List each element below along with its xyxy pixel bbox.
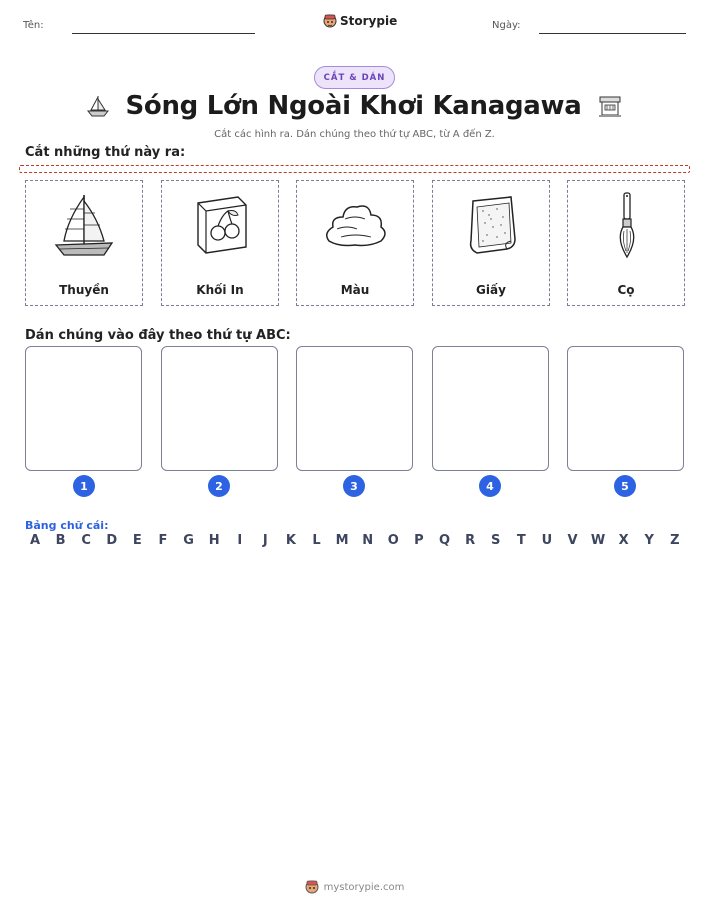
paint-blob-icon xyxy=(321,189,391,261)
alphabet-letter: E xyxy=(132,533,142,548)
alphabet-letter: N xyxy=(362,533,374,548)
alphabet-letter: A xyxy=(29,533,41,548)
cut-label: Màu xyxy=(340,283,370,297)
cut-card-woodblock[interactable] xyxy=(161,180,279,306)
number-badge: 5 xyxy=(614,475,636,497)
alphabet-letter: C xyxy=(81,533,91,548)
footer xyxy=(0,879,709,895)
alphabet-letter: K xyxy=(285,533,296,548)
paste-box[interactable] xyxy=(567,346,684,471)
alphabet-letter: X xyxy=(618,533,629,548)
cut-card-sailboat[interactable] xyxy=(25,180,143,306)
alphabet-heading: Bảng chữ cái: xyxy=(25,519,109,532)
shop-stall-icon xyxy=(596,92,624,120)
page-subtitle: Cắt các hình ra. Dán chúng theo thứ tự ABC, từ A đến Z. xyxy=(214,129,495,140)
paintbrush-icon xyxy=(592,189,662,261)
paste-box[interactable] xyxy=(296,346,413,471)
title-row xyxy=(0,91,709,121)
alphabet-letter: T xyxy=(516,533,526,548)
woodblock-icon xyxy=(186,189,256,261)
small-boat-icon xyxy=(85,93,111,119)
alphabet-letter: O xyxy=(387,533,399,548)
cut-label: Giấy xyxy=(476,283,506,297)
footer-url: mystorypie.com xyxy=(323,881,405,893)
alphabet-letter: Q xyxy=(438,533,451,548)
number-badge: 1 xyxy=(73,475,95,497)
alphabet-letter: P xyxy=(414,533,424,548)
storypie-mascot-icon xyxy=(323,13,337,29)
alphabet-letter: Y xyxy=(644,533,654,548)
date-label: Ngày: xyxy=(492,20,521,31)
cut-label: Thuyền xyxy=(59,283,109,297)
alphabet-letter: L xyxy=(312,533,321,548)
alphabet-letter: J xyxy=(262,533,268,548)
alphabet-letter: M xyxy=(335,533,349,548)
storypie-mascot-icon xyxy=(305,879,319,895)
date-line[interactable] xyxy=(539,33,686,34)
paste-box[interactable] xyxy=(432,346,549,471)
name-label: Tên: xyxy=(23,20,44,31)
alphabet-letter: F xyxy=(158,533,168,548)
cut-card-brush[interactable] xyxy=(567,180,685,306)
alphabet-letter: W xyxy=(590,533,606,548)
cut-label: Cọ xyxy=(617,283,635,297)
sailboat-icon xyxy=(50,189,120,261)
number-badge: 3 xyxy=(343,475,365,497)
number-badge: 4 xyxy=(479,475,501,497)
alphabet-letter: Z xyxy=(670,533,680,548)
number-badge: 2 xyxy=(208,475,230,497)
cut-heading: Cắt những thứ này ra: xyxy=(25,145,186,160)
alphabet-letter: D xyxy=(106,533,118,548)
paste-box[interactable] xyxy=(161,346,278,471)
cut-line xyxy=(19,165,690,173)
paste-heading: Dán chúng vào đây theo thứ tự ABC: xyxy=(25,328,291,343)
alphabet-letter: V xyxy=(567,533,578,548)
alphabet-letter: G xyxy=(183,533,194,548)
paste-box[interactable] xyxy=(25,346,142,471)
alphabet-row xyxy=(25,533,685,548)
brand-logo xyxy=(323,13,397,29)
cut-card-paint[interactable] xyxy=(296,180,414,306)
alphabet-letter: H xyxy=(208,533,220,548)
activity-badge: CẮT & DÁN xyxy=(314,66,395,89)
page-title: Sóng Lớn Ngoài Khơi Kanagawa xyxy=(125,91,582,121)
cut-card-paper[interactable] xyxy=(432,180,550,306)
alphabet-letter: B xyxy=(55,533,66,548)
paper-icon xyxy=(457,189,527,261)
alphabet-letter: I xyxy=(237,533,243,548)
brand-name: Storypie xyxy=(340,14,398,28)
alphabet-letter: S xyxy=(491,533,501,548)
alphabet-letter: U xyxy=(541,533,553,548)
cut-label: Khối In xyxy=(196,283,244,297)
name-line[interactable] xyxy=(72,33,255,34)
alphabet-letter: R xyxy=(465,533,476,548)
